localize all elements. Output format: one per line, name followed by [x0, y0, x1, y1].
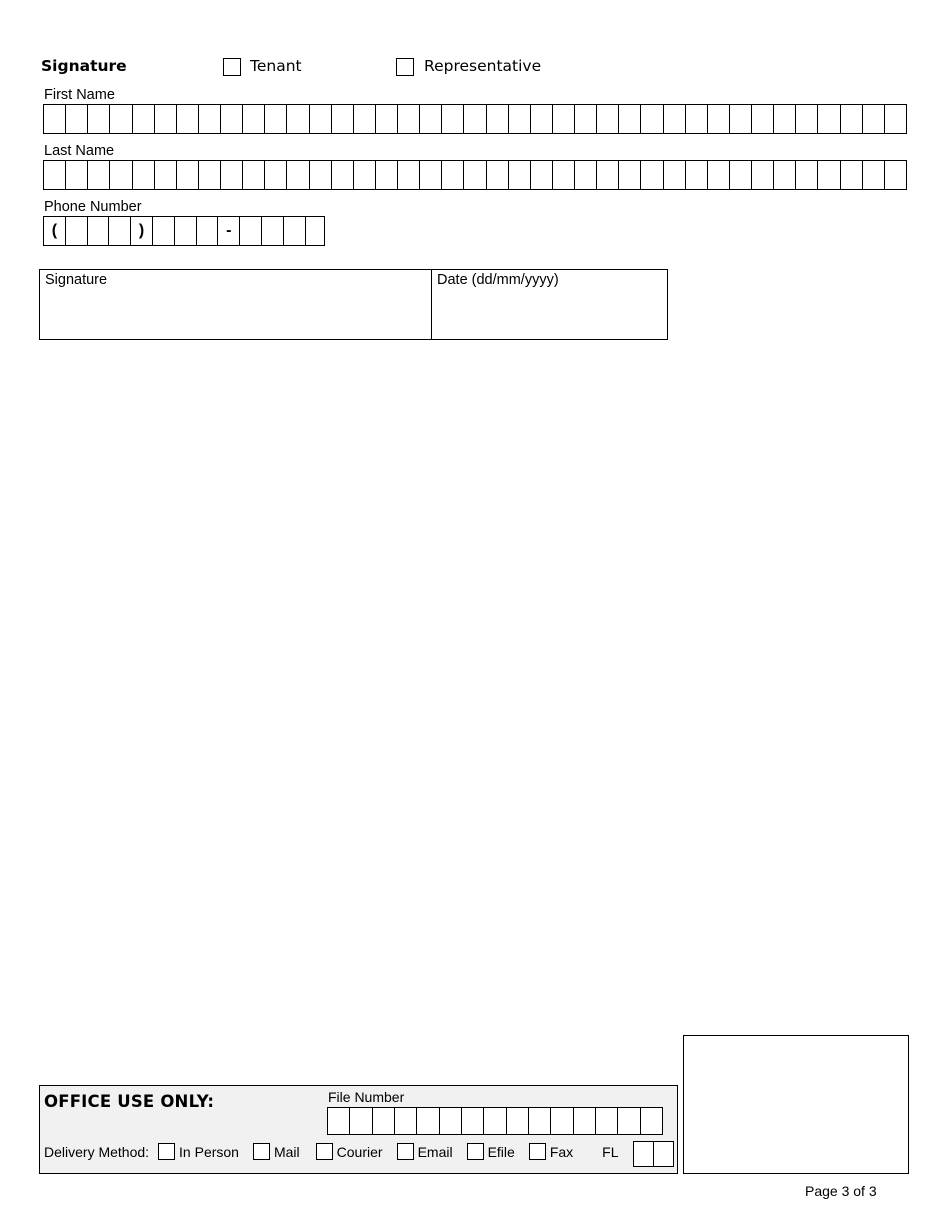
letter-cell[interactable]	[818, 161, 840, 189]
letter-cell[interactable]	[553, 105, 575, 133]
letter-cell[interactable]	[730, 105, 752, 133]
letter-cell[interactable]	[664, 105, 686, 133]
letter-cell[interactable]	[686, 105, 708, 133]
letter-cell[interactable]	[730, 161, 752, 189]
letter-cell[interactable]	[641, 1108, 662, 1134]
date-box-label: Date (dd/mm/yyyy)	[437, 272, 559, 288]
letter-cell[interactable]	[796, 105, 818, 133]
letter-cell[interactable]	[619, 161, 641, 189]
letter-cell[interactable]	[708, 105, 730, 133]
letter-cell[interactable]	[442, 105, 464, 133]
delivery-method-row	[44, 1143, 619, 1160]
letter-cell[interactable]	[221, 161, 243, 189]
letter-cell[interactable]	[686, 161, 708, 189]
letter-cell[interactable]	[484, 1108, 506, 1134]
letter-cell[interactable]	[885, 105, 906, 133]
letter-cell[interactable]	[507, 1108, 529, 1134]
letter-cell[interactable]	[398, 161, 420, 189]
representative-checkbox[interactable]	[396, 58, 414, 76]
fl-digit-cell[interactable]	[654, 1142, 673, 1166]
letter-cell[interactable]	[354, 105, 376, 133]
efile-checkbox[interactable]	[467, 1143, 484, 1160]
letter-cell[interactable]	[619, 105, 641, 133]
letter-cell[interactable]	[133, 161, 155, 189]
letter-cell[interactable]	[398, 105, 420, 133]
letter-cell[interactable]	[597, 161, 619, 189]
office-use-panel	[39, 1085, 678, 1174]
fl-digit-cell[interactable]	[634, 1142, 654, 1166]
letter-cell[interactable]	[641, 161, 663, 189]
letter-cell[interactable]	[664, 161, 686, 189]
signature-date-table	[39, 269, 668, 340]
letter-cell[interactable]	[354, 161, 376, 189]
office-use-title: OFFICE USE ONLY:	[44, 1092, 215, 1111]
letter-cell[interactable]	[310, 105, 332, 133]
letter-cell[interactable]	[44, 105, 66, 133]
letter-cell[interactable]	[553, 161, 575, 189]
letter-cell[interactable]	[752, 105, 774, 133]
phone-digit-cell[interactable]	[240, 217, 262, 245]
fax-label: Fax	[549, 1143, 574, 1160]
letter-cell[interactable]	[155, 161, 177, 189]
phone-digit-cell[interactable]	[262, 217, 284, 245]
letter-cell[interactable]	[641, 105, 663, 133]
letter-cell[interactable]	[551, 1108, 573, 1134]
letter-cell[interactable]	[464, 105, 486, 133]
mail-label: Mail	[273, 1143, 300, 1160]
letter-cell[interactable]	[440, 1108, 462, 1134]
letter-cell[interactable]	[110, 105, 132, 133]
letter-cell[interactable]	[66, 105, 88, 133]
in-person-label: In Person	[179, 1143, 239, 1160]
letter-cell[interactable]	[332, 105, 354, 133]
phone-digit-cell[interactable]	[153, 217, 175, 245]
letter-cell[interactable]	[88, 105, 110, 133]
email-checkbox[interactable]	[397, 1143, 414, 1160]
letter-cell[interactable]	[265, 161, 287, 189]
letter-cell[interactable]	[818, 105, 840, 133]
received-stamp-box	[683, 1035, 909, 1174]
letter-cell[interactable]	[199, 161, 221, 189]
letter-cell[interactable]	[221, 105, 243, 133]
date-box[interactable]	[432, 270, 667, 339]
letter-cell[interactable]	[596, 1108, 618, 1134]
delivery-method-label: Delivery Method:	[44, 1143, 150, 1160]
letter-cell[interactable]	[841, 105, 863, 133]
letter-cell[interactable]	[332, 161, 354, 189]
letter-cell[interactable]	[133, 105, 155, 133]
letter-cell[interactable]	[774, 105, 796, 133]
letter-cell[interactable]	[752, 161, 774, 189]
phone-digit-cell[interactable]	[197, 217, 219, 245]
letter-cell[interactable]	[531, 161, 553, 189]
letter-cell[interactable]	[708, 161, 730, 189]
fl-field[interactable]	[633, 1141, 674, 1167]
last-name-field[interactable]	[43, 160, 907, 190]
letter-cell[interactable]	[376, 161, 398, 189]
letter-cell[interactable]	[841, 161, 863, 189]
courier-checkbox[interactable]	[316, 1143, 333, 1160]
letter-cell[interactable]	[417, 1108, 439, 1134]
letter-cell[interactable]	[529, 1108, 551, 1134]
letter-cell[interactable]	[574, 1108, 596, 1134]
phone-digit-cell[interactable]	[175, 217, 197, 245]
courier-label: Courier	[336, 1143, 383, 1160]
letter-cell[interactable]	[885, 161, 906, 189]
phone-close-paren: )	[131, 217, 153, 245]
signature-box-label: Signature	[45, 272, 108, 288]
file-number-field[interactable]	[327, 1107, 663, 1135]
first-name-field[interactable]	[43, 104, 907, 134]
phone-dash: -	[218, 217, 240, 245]
page-number: Page 3 of 3	[805, 1183, 877, 1199]
letter-cell[interactable]	[199, 105, 221, 133]
letter-cell[interactable]	[376, 105, 398, 133]
letter-cell[interactable]	[177, 161, 199, 189]
phone-open-paren: (	[44, 217, 66, 245]
letter-cell[interactable]	[243, 105, 265, 133]
phone-digit-cell[interactable]	[66, 217, 88, 245]
letter-cell[interactable]	[487, 161, 509, 189]
letter-cell[interactable]	[509, 161, 531, 189]
letter-cell[interactable]	[462, 1108, 484, 1134]
file-number-label: File Number	[328, 1089, 405, 1105]
letter-cell[interactable]	[774, 161, 796, 189]
phone-digit-cell[interactable]	[284, 217, 306, 245]
letter-cell[interactable]	[575, 105, 597, 133]
phone-digit-cell[interactable]	[88, 217, 110, 245]
letter-cell[interactable]	[442, 161, 464, 189]
letter-cell[interactable]	[618, 1108, 640, 1134]
letter-cell[interactable]	[287, 161, 309, 189]
in-person-checkbox[interactable]	[158, 1143, 175, 1160]
letter-cell[interactable]	[243, 161, 265, 189]
fl-label: FL	[602, 1143, 619, 1160]
letter-cell[interactable]	[350, 1108, 372, 1134]
letter-cell[interactable]	[265, 105, 287, 133]
mail-checkbox[interactable]	[253, 1143, 270, 1160]
letter-cell[interactable]	[509, 105, 531, 133]
letter-cell[interactable]	[863, 105, 885, 133]
letter-cell[interactable]	[597, 105, 619, 133]
phone-digit-cell[interactable]	[109, 217, 131, 245]
letter-cell[interactable]	[44, 161, 66, 189]
letter-cell[interactable]	[420, 105, 442, 133]
letter-cell[interactable]	[420, 161, 442, 189]
phone-number-field[interactable]	[43, 216, 325, 246]
letter-cell[interactable]	[155, 105, 177, 133]
letter-cell[interactable]	[487, 105, 509, 133]
letter-cell[interactable]	[310, 161, 332, 189]
tenant-checkbox[interactable]	[223, 58, 241, 76]
letter-cell[interactable]	[863, 161, 885, 189]
letter-cell[interactable]	[110, 161, 132, 189]
letter-cell[interactable]	[177, 105, 199, 133]
email-label: Email	[417, 1143, 453, 1160]
letter-cell[interactable]	[328, 1108, 350, 1134]
signature-heading: Signature	[41, 57, 127, 75]
first-name-label: First Name	[44, 87, 115, 103]
efile-label: Efile	[487, 1143, 515, 1160]
letter-cell[interactable]	[287, 105, 309, 133]
letter-cell[interactable]	[395, 1108, 417, 1134]
letter-cell[interactable]	[88, 161, 110, 189]
letter-cell[interactable]	[373, 1108, 395, 1134]
tenant-label: Tenant	[250, 57, 302, 75]
phone-digit-cell[interactable]	[306, 217, 328, 245]
last-name-label: Last Name	[44, 143, 115, 159]
letter-cell[interactable]	[796, 161, 818, 189]
letter-cell[interactable]	[531, 105, 553, 133]
letter-cell[interactable]	[464, 161, 486, 189]
phone-number-label: Phone Number	[44, 199, 142, 215]
representative-label: Representative	[424, 57, 542, 75]
letter-cell[interactable]	[66, 161, 88, 189]
signature-box[interactable]	[40, 270, 432, 339]
letter-cell[interactable]	[575, 161, 597, 189]
fax-checkbox[interactable]	[529, 1143, 546, 1160]
